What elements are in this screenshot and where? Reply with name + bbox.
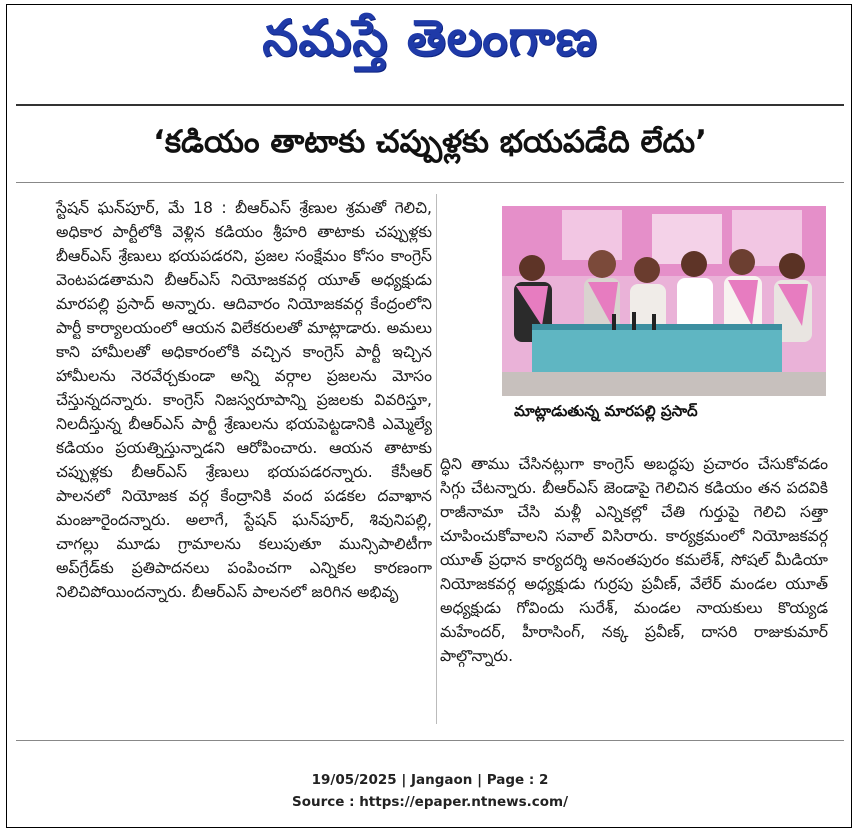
- article-right-text: ద్ధిని తాము చేసినట్లుగా కాంగ్రెస్ అబద్ధపు ప్రచారం చేసుకోవడం సిగ్గు చేటన్నారు. బీఆర్ఎస్ జెండాపై గెలిచిన కడియం తన పదవికి రాజీనామా చేసి మళ్లీ ఎన్నికల్లో చేతి గుర్తుపై గెలిచి సత్తా చూపించుకోవాలని సవాల్ విసిరారు. కార్యక్రమంలో నియోజకవర్గ యూత్ ప్రధాన కార్యదర్శి అనంతపురం కమలేశ్, సోషల్ మీడియా నియోజకవర్గ అధ్యక్షుడు గుర్రపు ప్రవీణ్, వేలేర్ మండల యూత్ అధ్యక్షుడు గోవిందు సురేశ్, మండల నాయకులు కొయ్యడ మహేందర్, హీరాసింగ్, నక్క ప్రవీణ్, దాసరి రాజుకుమార్ పాల్గొన్నారు.: [440, 455, 828, 665]
- source-link[interactable]: Source : https://epaper.ntnews.com/: [291, 794, 569, 810]
- photo-caption: మాట్లాడుతున్న మారపల్లి ప్రసాద్: [514, 402, 698, 420]
- column-separator: [436, 194, 437, 724]
- headline-rule: [16, 182, 844, 183]
- press-meet-photo: [502, 206, 826, 396]
- bottom-rule: [16, 740, 844, 741]
- article-headline: ‘కడియం తాటాకు చప్పుళ్లకు భయపడేది లేదు’: [153, 124, 707, 160]
- top-rule: [16, 104, 844, 106]
- article-left-column: [56, 196, 432, 604]
- edition-info: 19/05/2025 | Jangaon | Page : 2: [311, 772, 549, 788]
- article-left-text: స్టేషన్ ఘన్‌పూర్, మే 18 : బీఆర్ఎస్ శ్రేణుల శ్రమతో గెలిచి, అధికార పార్టీలోకి వెళ్లిన కడియం శ్రీహరి తాటాకు చప్పుళ్లకు బీఆర్ఎస్ శ్రేణులు భయపడరని, ప్రజల సంక్షేమం కోసం కాంగ్రెస్ వెంటపడతామని బీఆర్ఎస్ నియోజకవర్గ యూత్ అధ్యక్షుడు మారపల్లి ప్రసాద్ అన్నారు. ఆదివారం నియోజకవర్గ కేంద్రంలోని పార్టీ కార్యాలయంలో ఆయన విలేకరులతో మాట్లాడారు. అమలు కాని హామీలతో అధికారంలోకి వచ్చిన కాంగ్రెస్ పార్టీ ఇచ్చిన హామీలను నెరవేర్చకుండా అన్ని వర్గాల ప్రజలను మోసం చేస్తున్నదన్నారు. కాంగ్రెస్ నిజస్వరూపాన్ని ప్రజలకు వివరిస్తూ, నిలదీస్తున్న బీఆర్ఎస్ పార్టీ శ్రేణులను భయపెట్టడానికి ఎమ్మెల్యే కడియం ప్రయత్నిస్తున్నాడని ఆరోపించారు. ఆయన తాటాకు చప్పుళ్లకు బీఆర్ఎస్ శ్రేణులు భయపడరన్నారు. కేసీఆర్ పాలనలో నియోజక వర్గ కేంద్రానికి వంద పడకల దవాఖాన మంజూరైందన్నారు. అలాగే, స్టేషన్ ఘన్‌పూర్, శివునిపల్లి, చాగల్లు మూడు గ్రామాలను కలుపుతూ మున్సిపాలిటీగా అప్‌గ్రేడ్‌కు ప్రతిపాదనలు పంపించగా ఎన్నికల కారణంగా నిలిచిపోయిందన్నారు. బీఆర్ఎస్ పాలనలో జరిగిన అభివృ: [56, 199, 432, 601]
- article-photo: [502, 206, 826, 396]
- newspaper-masthead: నమస్తే తెలంగాణ: [262, 8, 598, 67]
- article-right-column: [440, 452, 828, 668]
